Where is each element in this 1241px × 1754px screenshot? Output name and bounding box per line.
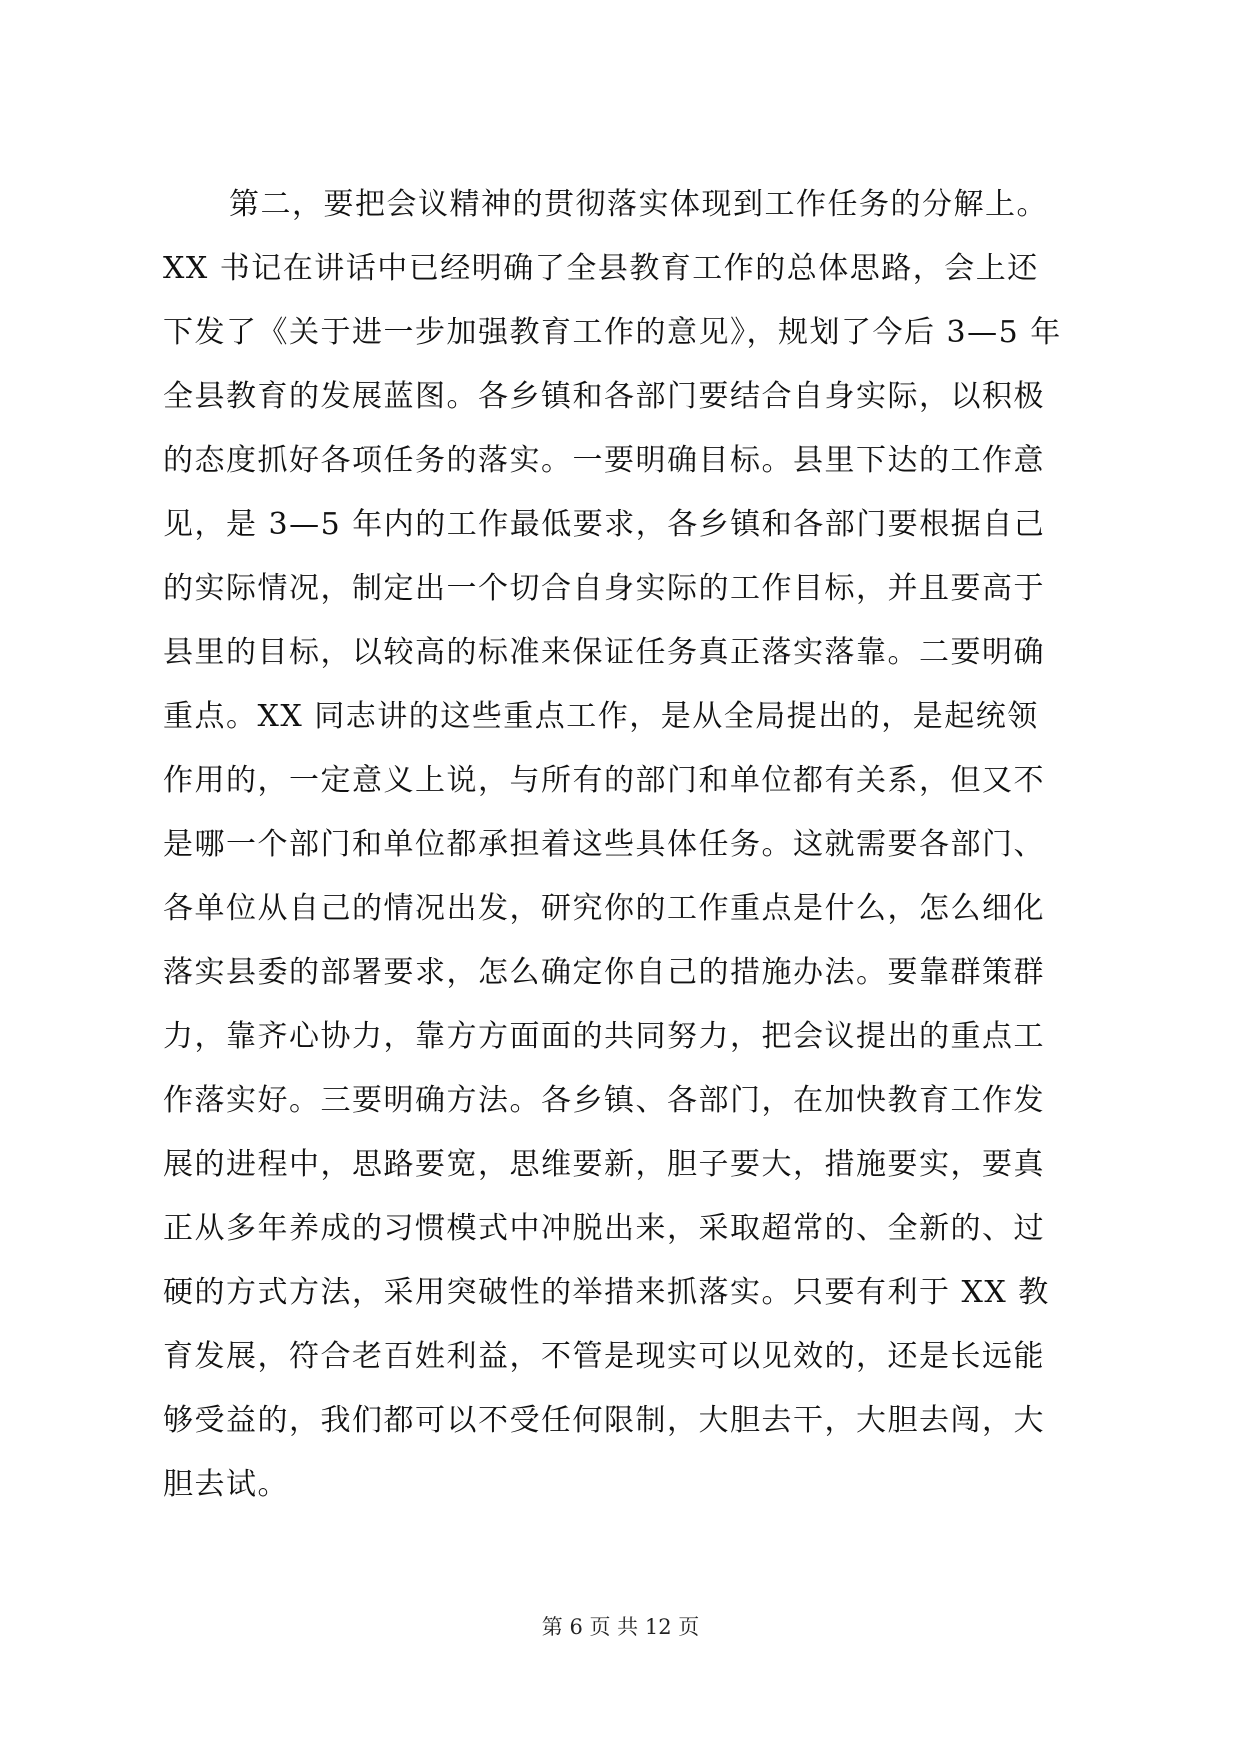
text-line: 第二，要把会议精神的贯彻落实体现到工作任务的分解上。 [229,187,1048,222]
text-line: 育发展，符合老百姓利益，不管是现实可以见效的，还是长远能 [163,1339,1045,1374]
text-line: 是哪一个部门和单位都承担着这些具体任务。这就需要各部门、 [163,827,1045,862]
text-line: 展的进程中，思路要宽，思维要新，胆子要大，措施要实，要真 [163,1147,1045,1182]
text-line: 下发了《关于进一步加强教育工作的意见》，规划了今后 3—5 年 [163,315,1062,350]
text-line: XX 书记在讲话中已经明确了全县教育工作的总体思路，会上还 [163,251,1039,286]
text-line: 的态度抓好各项任务的落实。一要明确目标。县里下达的工作意 [163,443,1045,478]
text-line: 全县教育的发展蓝图。各乡镇和各部门要结合自身实际，以积极 [163,379,1045,414]
text-line: 县里的目标，以较高的标准来保证任务真正落实落靠。二要明确 [163,635,1045,670]
text-line: 重点。XX 同志讲的这些重点工作，是从全局提出的，是起统领 [163,699,1039,734]
text-line: 作落实好。三要明确方法。各乡镇、各部门，在加快教育工作发 [163,1083,1045,1118]
page-number-footer: 第 6 页 共 12 页 [541,1615,700,1639]
text-line: 硬的方式方法，采用突破性的举措来抓落实。只要有利于 XX 教 [163,1275,1050,1310]
text-line: 各单位从自己的情况出发，研究你的工作重点是什么，怎么细化 [163,891,1045,926]
text-line: 胆去试。 [163,1467,289,1502]
text-line: 见，是 3—5 年内的工作最低要求，各乡镇和各部门要根据自己 [163,507,1046,542]
text-line: 够受益的，我们都可以不受任何限制，大胆去干，大胆去闯，大 [163,1403,1045,1438]
paragraph [163,173,1093,1517]
text-line: 正从多年养成的习惯模式中冲脱出来，采取超常的、全新的、过 [163,1211,1045,1246]
text-line: 作用的，一定意义上说，与所有的部门和单位都有关系，但又不 [163,763,1045,798]
text-line: 的实际情况，制定出一个切合自身实际的工作目标，并且要高于 [163,571,1045,606]
text-line: 力，靠齐心协力，靠方方面面的共同努力，把会议提出的重点工 [163,1019,1045,1054]
text-line: 落实县委的部署要求，怎么确定你自己的措施办法。要靠群策群 [163,955,1045,990]
